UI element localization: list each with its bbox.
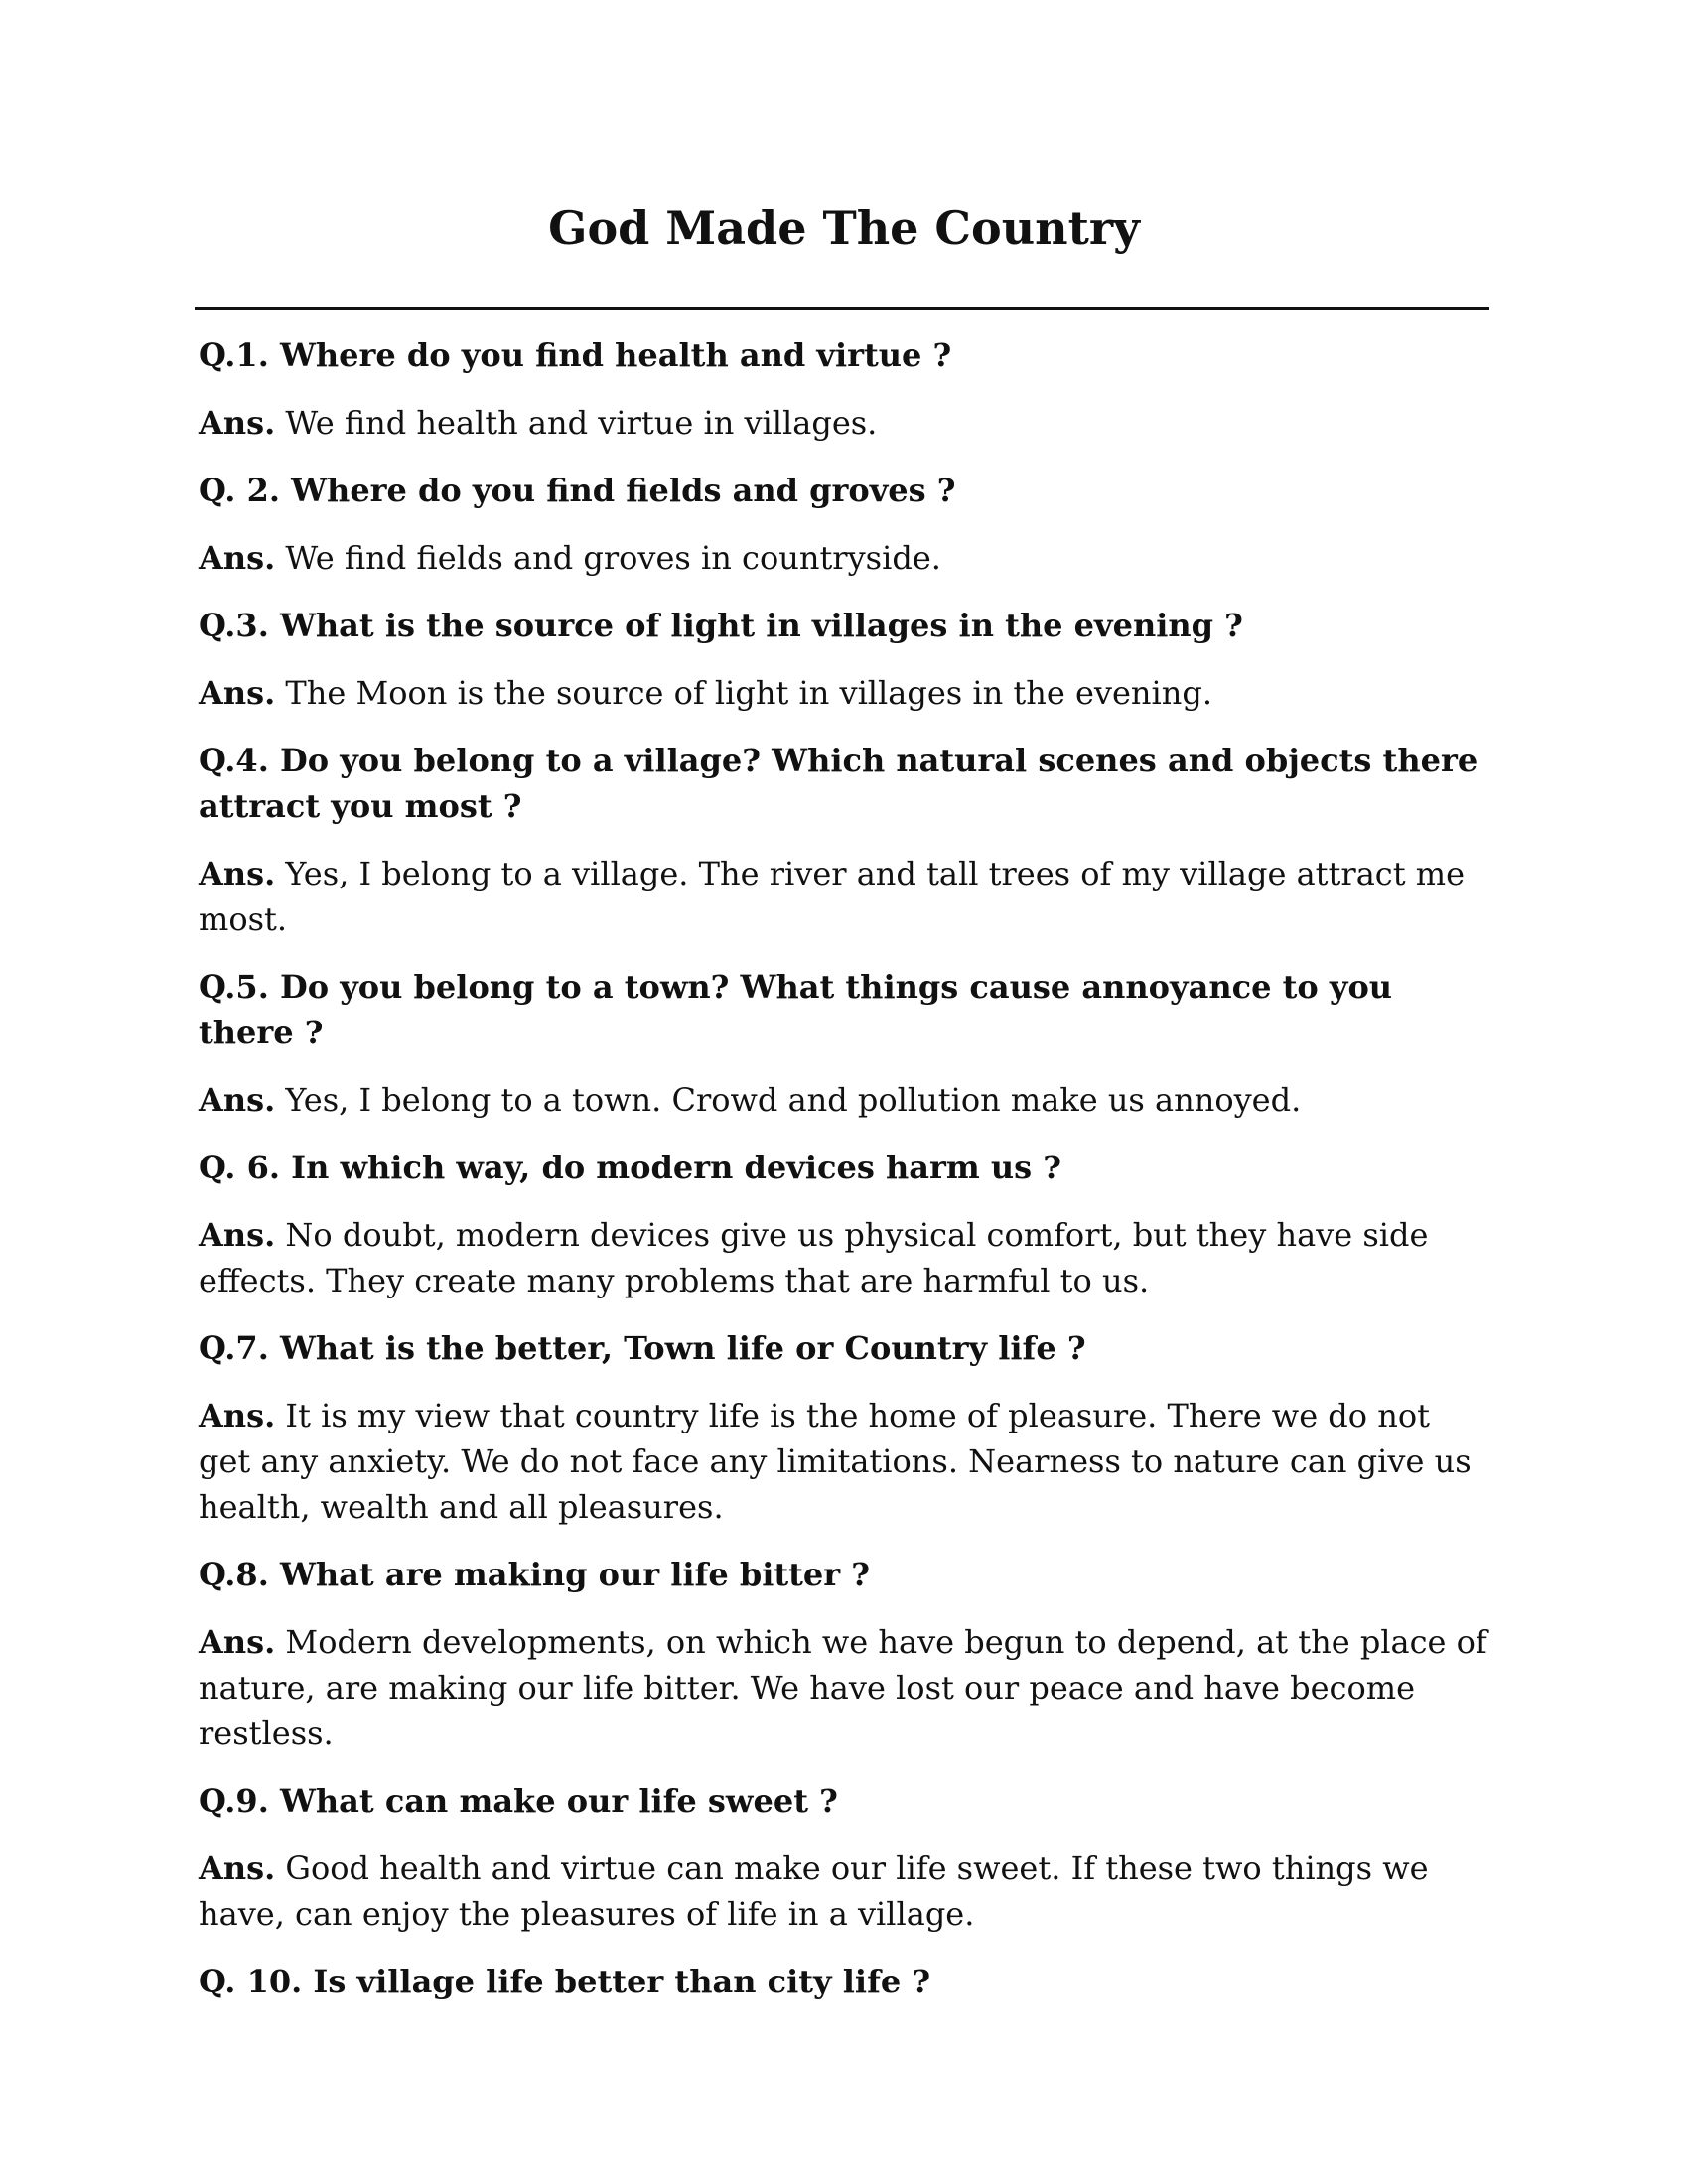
answer-7 xyxy=(199,1393,1489,1530)
answer-label: Ans. xyxy=(199,855,276,892)
answer-text: We find health and virtue in villages. xyxy=(285,404,878,442)
answer-text: Yes, I belong to a town. Crowd and pollution make us annoyed. xyxy=(285,1081,1302,1119)
answer-9 xyxy=(199,1845,1489,1937)
answer-text: Yes, I belong to a village. The river and tall trees of my village attract me most. xyxy=(199,855,1465,938)
answer-label: Ans. xyxy=(199,1849,276,1887)
question-10: Q. 10. Is village life better than city life ? xyxy=(199,1963,931,2000)
question-9: Q.9. What can make our life sweet ? xyxy=(199,1782,838,1820)
qa-list xyxy=(199,333,1489,2026)
question-1: Q.1. Where do you find health and virtue ? xyxy=(199,337,952,374)
question-3: Q.3. What is the source of light in villages in the evening ? xyxy=(199,607,1243,644)
answer-label: Ans. xyxy=(199,1623,276,1661)
answer-text: We find fields and groves in countryside. xyxy=(285,539,941,577)
answer-8 xyxy=(199,1619,1489,1756)
question-5: Q.5. Do you belong to a town? What things cause annoyance to you there ? xyxy=(199,968,1393,1051)
answer-3 xyxy=(199,670,1489,716)
answer-label: Ans. xyxy=(199,1216,276,1254)
answer-4 xyxy=(199,851,1489,942)
question-4: Q.4. Do you belong to a village? Which natural scenes and objects there attract you most ? xyxy=(199,742,1478,825)
question-2: Q. 2. Where do you find fields and groves ? xyxy=(199,472,956,509)
answer-text: It is my view that country life is the home of pleasure. There we do not get any anxiety. We do not face any limitations. Nearness to nature can give us health, wealth and all pleasures. xyxy=(199,1397,1472,1526)
answer-label: Ans. xyxy=(199,1397,276,1434)
question-6: Q. 6. In which way, do modern devices harm us ? xyxy=(199,1149,1062,1186)
answer-text: Good health and virtue can make our life sweet. If these two things we have, can enjoy the pleasures of life in a village. xyxy=(199,1849,1429,1933)
answer-text: The Moon is the source of light in villages in the evening. xyxy=(285,674,1213,712)
answer-5 xyxy=(199,1077,1489,1123)
title-divider xyxy=(195,307,1489,310)
answer-6 xyxy=(199,1212,1489,1303)
answer-label: Ans. xyxy=(199,1081,276,1119)
answer-label: Ans. xyxy=(199,404,276,442)
answer-label: Ans. xyxy=(199,539,276,577)
answer-label: Ans. xyxy=(199,674,276,712)
question-8: Q.8. What are making our life bitter ? xyxy=(199,1556,871,1593)
answer-2 xyxy=(199,535,1489,581)
question-7: Q.7. What is the better, Town life or Country life ? xyxy=(199,1329,1086,1367)
page-title: God Made The Country xyxy=(548,202,1140,255)
answer-text: No doubt, modern devices give us physical comfort, but they have side effects. They create many problems that are harmful to us. xyxy=(199,1216,1429,1299)
answer-1 xyxy=(199,400,1489,446)
answer-text: Modern developments, on which we have begun to depend, at the place of nature, are making our life bitter. We have lost our peace and have become restless. xyxy=(199,1623,1487,1752)
